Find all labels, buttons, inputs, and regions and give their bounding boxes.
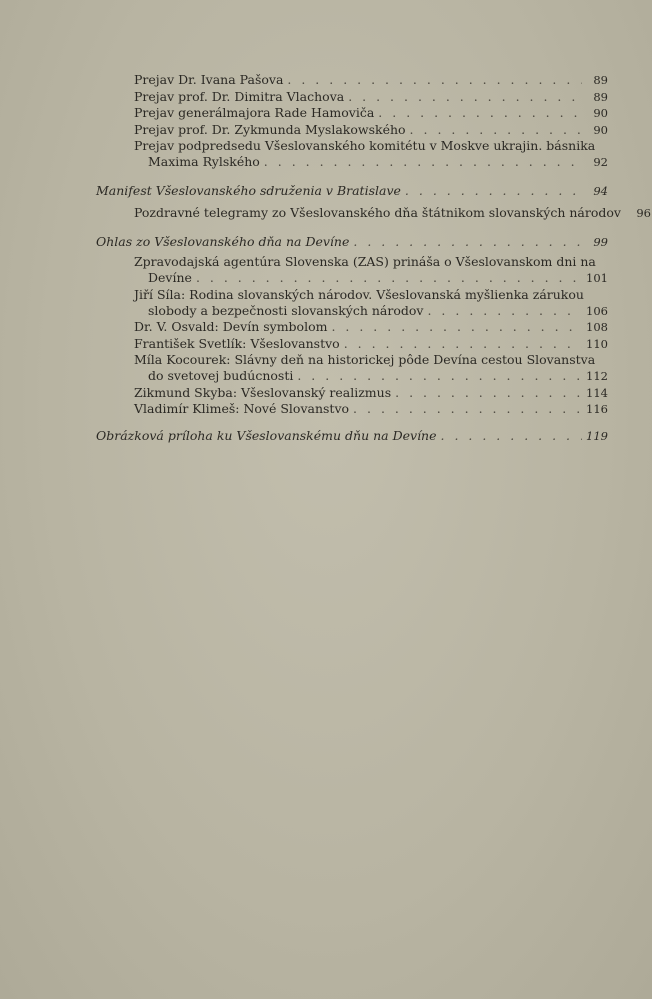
toc-entry xyxy=(96,89,608,106)
leader-dots xyxy=(427,303,582,320)
toc-entry-title: Prejav prof. Dr. Dimitra Vlachova xyxy=(134,88,345,104)
toc-entry-multiline xyxy=(96,138,608,171)
leader-dots xyxy=(287,72,582,89)
leader-dots xyxy=(344,336,582,353)
toc-entry-page: 110 xyxy=(586,336,608,351)
toc-entry-page: 99 xyxy=(593,234,608,249)
toc-entry-continuation xyxy=(134,154,608,171)
toc-entry-title: František Svetlík: Všeslovanstvo xyxy=(134,335,340,351)
toc-entry-page: 101 xyxy=(586,271,608,285)
toc-entry-page: 106 xyxy=(586,303,608,318)
toc-entry-page: 89 xyxy=(593,73,608,87)
leader-dots xyxy=(331,319,582,336)
toc-entry-title-line1: Prejav podpredsedu Všeslovanského komitétu v Moskve ukrajin. básnika xyxy=(134,138,596,153)
toc-entry-page: 119 xyxy=(586,428,608,443)
toc-entry-title: Prejav prof. Dr. Zykmunda Myslakowského xyxy=(134,121,406,137)
toc-entry-continuation xyxy=(134,368,608,385)
toc-entry-title: Pozdravné telegramy zo Všeslovanského dňa štátnikom slovanských národov xyxy=(134,205,621,220)
leader-dots xyxy=(353,234,582,251)
toc-entry-title-line1: Míla Kocourek: Slávny deň na historickej pôde Devína cestou Slovanstva xyxy=(134,352,596,367)
toc-entry-title-line2: slobody a bezpečnosti slovanských národov xyxy=(148,302,424,318)
leader-dots xyxy=(196,270,582,287)
toc-entry xyxy=(96,105,608,122)
toc-entry xyxy=(96,336,608,353)
toc-section-heading xyxy=(96,183,608,200)
toc-entry-title: Prejav Dr. Ivana Pašova xyxy=(134,72,284,87)
leader-dots xyxy=(395,385,582,402)
toc-entry-page: 108 xyxy=(586,320,608,334)
toc-entry-title-line2: Devíne xyxy=(148,270,192,285)
toc-entry xyxy=(96,122,608,139)
leader-dots xyxy=(264,154,582,171)
toc-entry-title-line2: do svetovej budúcnosti xyxy=(148,368,294,383)
toc-entry-page: 90 xyxy=(593,106,608,120)
leader-dots xyxy=(353,401,582,418)
leader-dots xyxy=(405,183,582,200)
toc-section-heading xyxy=(96,234,608,251)
toc-section-title: Ohlas zo Všeslovanského dňa na Devíne xyxy=(96,233,350,249)
toc-entry-multiline xyxy=(96,352,608,385)
toc-entry-continuation xyxy=(134,303,608,320)
toc-entry-page: 96 xyxy=(636,206,651,220)
toc-entry-title: Dr. V. Osvald: Devín symbolom xyxy=(134,319,328,334)
toc-entry-page: 90 xyxy=(593,122,608,137)
toc-entry xyxy=(96,385,608,402)
toc-entry-title: Vladimír Klimeš: Nové Slovanstvo xyxy=(134,401,350,416)
toc-entry-page: 112 xyxy=(586,369,608,383)
toc-entry xyxy=(96,401,608,418)
toc-entry-page: 92 xyxy=(593,155,608,169)
toc-entry-page: 94 xyxy=(593,183,608,198)
leader-dots xyxy=(348,89,582,106)
leader-dots xyxy=(378,105,582,122)
toc-entry xyxy=(96,205,651,222)
leader-dots xyxy=(410,122,582,139)
toc-entry-page: 114 xyxy=(586,385,608,400)
leader-dots xyxy=(297,368,582,385)
leader-dots xyxy=(441,428,582,445)
toc-entry xyxy=(96,319,608,336)
toc-entry-page: 89 xyxy=(593,89,608,104)
toc-entry-title: Prejav generálmajora Rade Hamoviča xyxy=(134,105,375,120)
toc-section-title: Manifest Všeslovanského sdruženia v Bratislave xyxy=(96,182,401,198)
toc-section-heading xyxy=(96,428,608,445)
toc-entry-continuation xyxy=(134,270,608,287)
toc-entry xyxy=(96,72,608,89)
toc-entry-title-line1: Zpravodajská agentúra Slovenska (ZAS) prináša o Všeslovanskom dni na xyxy=(134,254,596,269)
toc-entry-page: 116 xyxy=(586,402,608,416)
toc-entry-multiline xyxy=(96,287,608,320)
toc-entry-title-line2: Maxima Rylského xyxy=(148,154,260,169)
table-of-contents xyxy=(96,72,651,444)
toc-section-title: Obrázková príloha ku Všeslovanskému dňu na Devíne xyxy=(96,427,437,443)
toc-entry-title: Zikmund Skyba: Všeslovanský realizmus xyxy=(134,384,392,400)
toc-entry-multiline xyxy=(96,254,608,287)
toc-entry-title-line1: Jiří Síla: Rodina slovanských národov. Všeslovanská myšlienka zárukou xyxy=(134,286,584,302)
